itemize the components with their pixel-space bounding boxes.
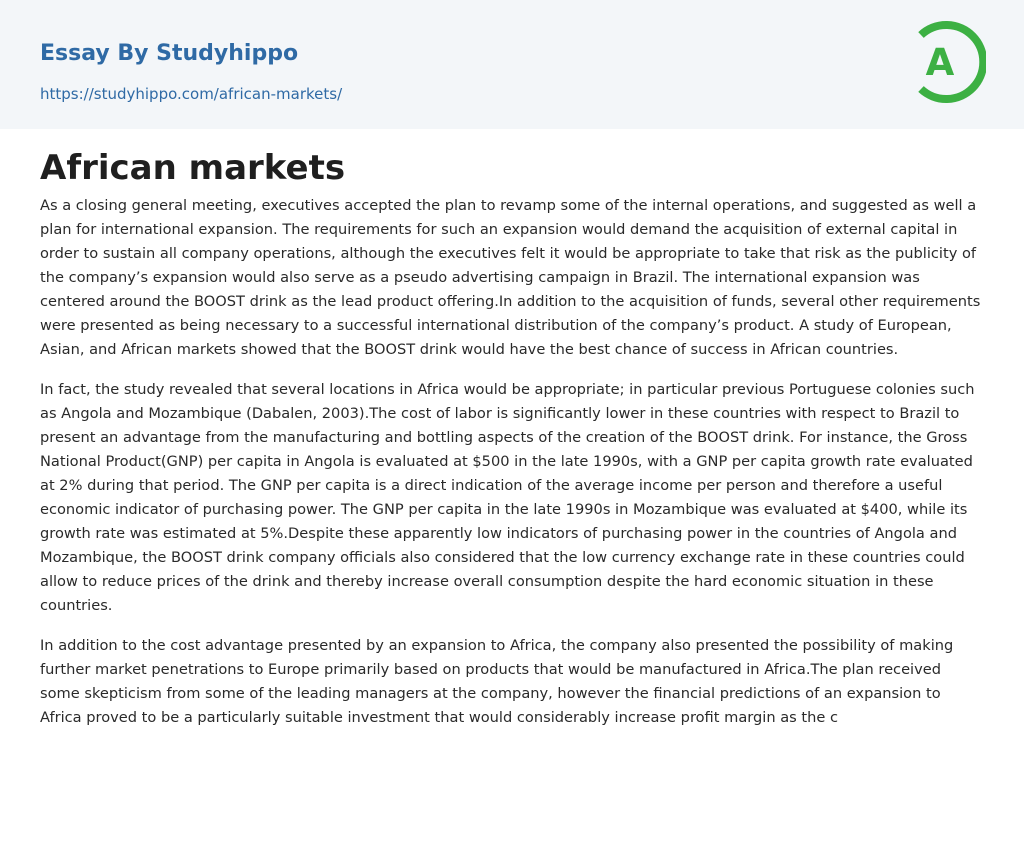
- essay-title: African markets: [40, 148, 346, 188]
- essay-body: [40, 194, 984, 746]
- essay-url-link[interactable]: https://studyhippo.com/african-markets/: [40, 85, 343, 103]
- essay-paragraph: In fact, the study revealed that several locations in Africa would be appropriate; in particular previous Portuguese colonies such as Angola and Mozambique (Dabalen, 2003).The cost of labor is significantly lower in these countries with respect to Brazil to present an advantage from the manufacturing and bottling aspects of the creation of the BOOST drink. For instance, the Gross National Product(GNP) per capita in Angola is evaluated at $500 in the late 1990s, with a GNP per capita growth rate evaluated at 2% during that period. The GNP per capita is a direct indication of the average income per person and therefore a useful economic indicator of purchasing power. The GNP per capita in the late 1990s in Mozambique was evaluated at $400, while its growth rate was estimated at 5%.Despite these apparently low indicators of purchasing power in the countries of Angola and Mozambique, the BOOST drink company officials also considered that the low currency exchange rate in these countries could allow to reduce prices of the drink and thereby increase overall consumption despite the hard economic situation in these countries.: [40, 381, 975, 614]
- essay-paragraph: In addition to the cost advantage presented by an expansion to Africa, the company also presented the possibility of making further market penetrations to Europe primarily based on products that would be manufactured in Africa.The plan received some skepticism from some of the leading managers at the company, however the financial predictions of an expansion to Africa proved to be a particularly suitable investment that would considerably increase profit margin as the c: [40, 637, 954, 726]
- logo-letter: A: [925, 41, 955, 84]
- essay-paragraph: As a closing general meeting, executives accepted the plan to revamp some of the internal operations, and suggested as well a plan for international expansion. The requirements for such an expansion would demand the acquisition of external capital in order to sustain all company operations, although the executives felt it would be appropriate to take that risk as the publicity of the company’s expansion would also serve as a pseudo advertising campaign in Brazil. The international expansion was centered around the BOOST drink as the lead product offering.In addition to the acquisition of funds, several other requirements were presented as being necessary to a successful international distribution of the company’s product. A study of European, Asian, and African markets showed that the BOOST drink would have the best chance of success in African countries.: [40, 197, 981, 358]
- brand-name: Essay By Studyhippo: [40, 41, 299, 66]
- studyhippo-logo-icon[interactable]: [912, 18, 986, 106]
- site-header: [0, 0, 1024, 129]
